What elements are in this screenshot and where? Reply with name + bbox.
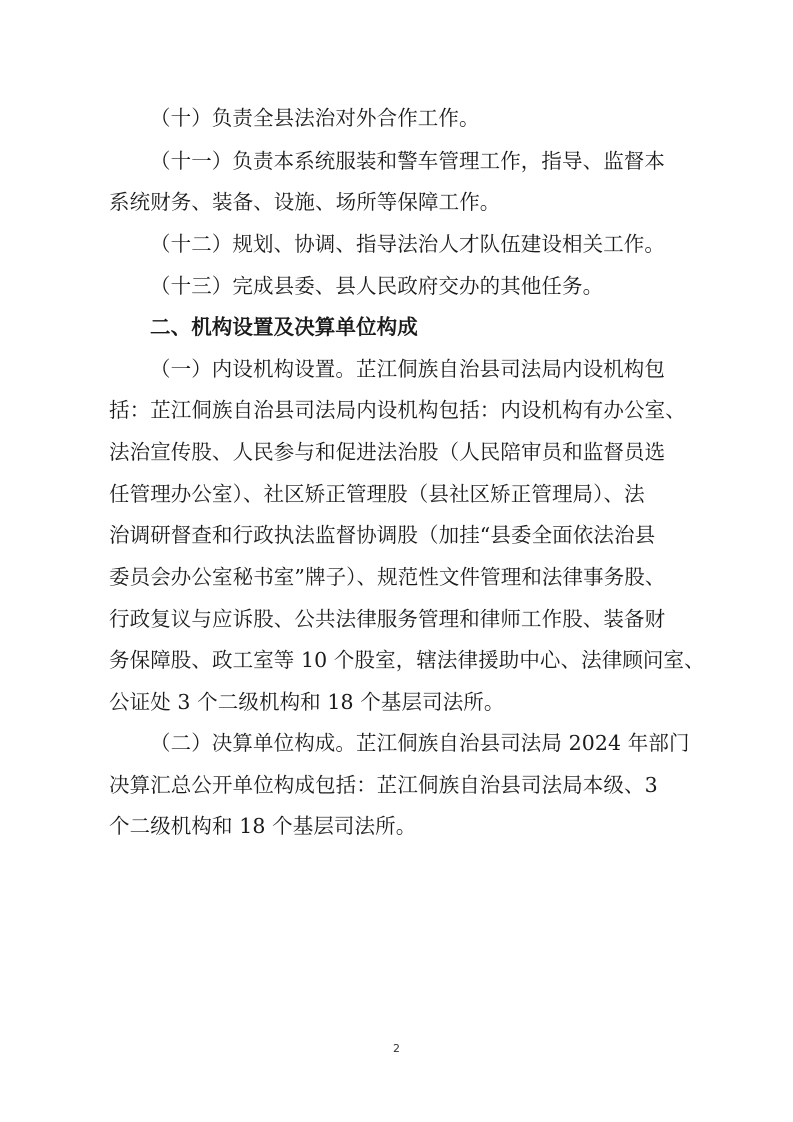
paragraph-1-line-4: 任管理办公室）、社区矫正管理股（县社区矫正管理局）、法 [109,482,645,506]
paragraph-2-line-2: 决算汇总公开单位构成包括：芷江侗族自治县司法局本级、3 [109,773,658,797]
paragraph-1-line-6: 委员会办公室秘书室”牌子）、规范性文件管理和法律事务股、 [109,565,666,589]
paragraph-1-line-1: （一）内设机构设置。芷江侗族自治县司法局内设机构包 [150,357,665,381]
page-number: 2 [393,1042,400,1055]
paragraph-item-11-line-1: （十一）负责本系统服装和警车管理工作，指导、监督本 [150,149,665,173]
paragraph-2-line-3: 个二级机构和 18 个基层司法所。 [109,814,417,838]
paragraph-1-line-3: 法治宣传股、人民参与和促进法治股（人民陪审员和监督员选 [109,440,666,464]
paragraph-item-10: （十）负责全县法治对外合作工作。 [150,106,480,130]
section-heading: 二、机构设置及决算单位构成 [150,315,418,339]
paragraph-1-line-9: 公证处 3 个二级机构和 18 个基层司法所。 [109,690,505,714]
paragraph-1-line-8: 务保障股、政工室等 10 个股室，辖法律援助中心、法律顾问室、 [109,648,705,672]
paragraph-2-line-1: （二）决算单位构成。芷江侗族自治县司法局 2024 年部门 [150,731,690,755]
paragraph-1-line-5: 治调研督查和行政执法监督协调股（加挂“县委全面依法治县 [109,523,656,547]
paragraph-item-13: （十三）完成县委、县人民政府交办的其他任务。 [150,274,604,298]
paragraph-1-line-7: 行政复议与应诉股、公共法律服务管理和律师工作股、装备财 [109,607,666,631]
paragraph-1-line-2: 括：芷江侗族自治县司法局内设机构包括：内设机构有办公室、 [109,398,686,422]
paragraph-item-12: （十二）规划、协调、指导法治人才队伍建设相关工作。 [150,232,665,256]
paragraph-item-11-line-2: 系统财务、装备、设施、场所等保障工作。 [109,190,501,214]
